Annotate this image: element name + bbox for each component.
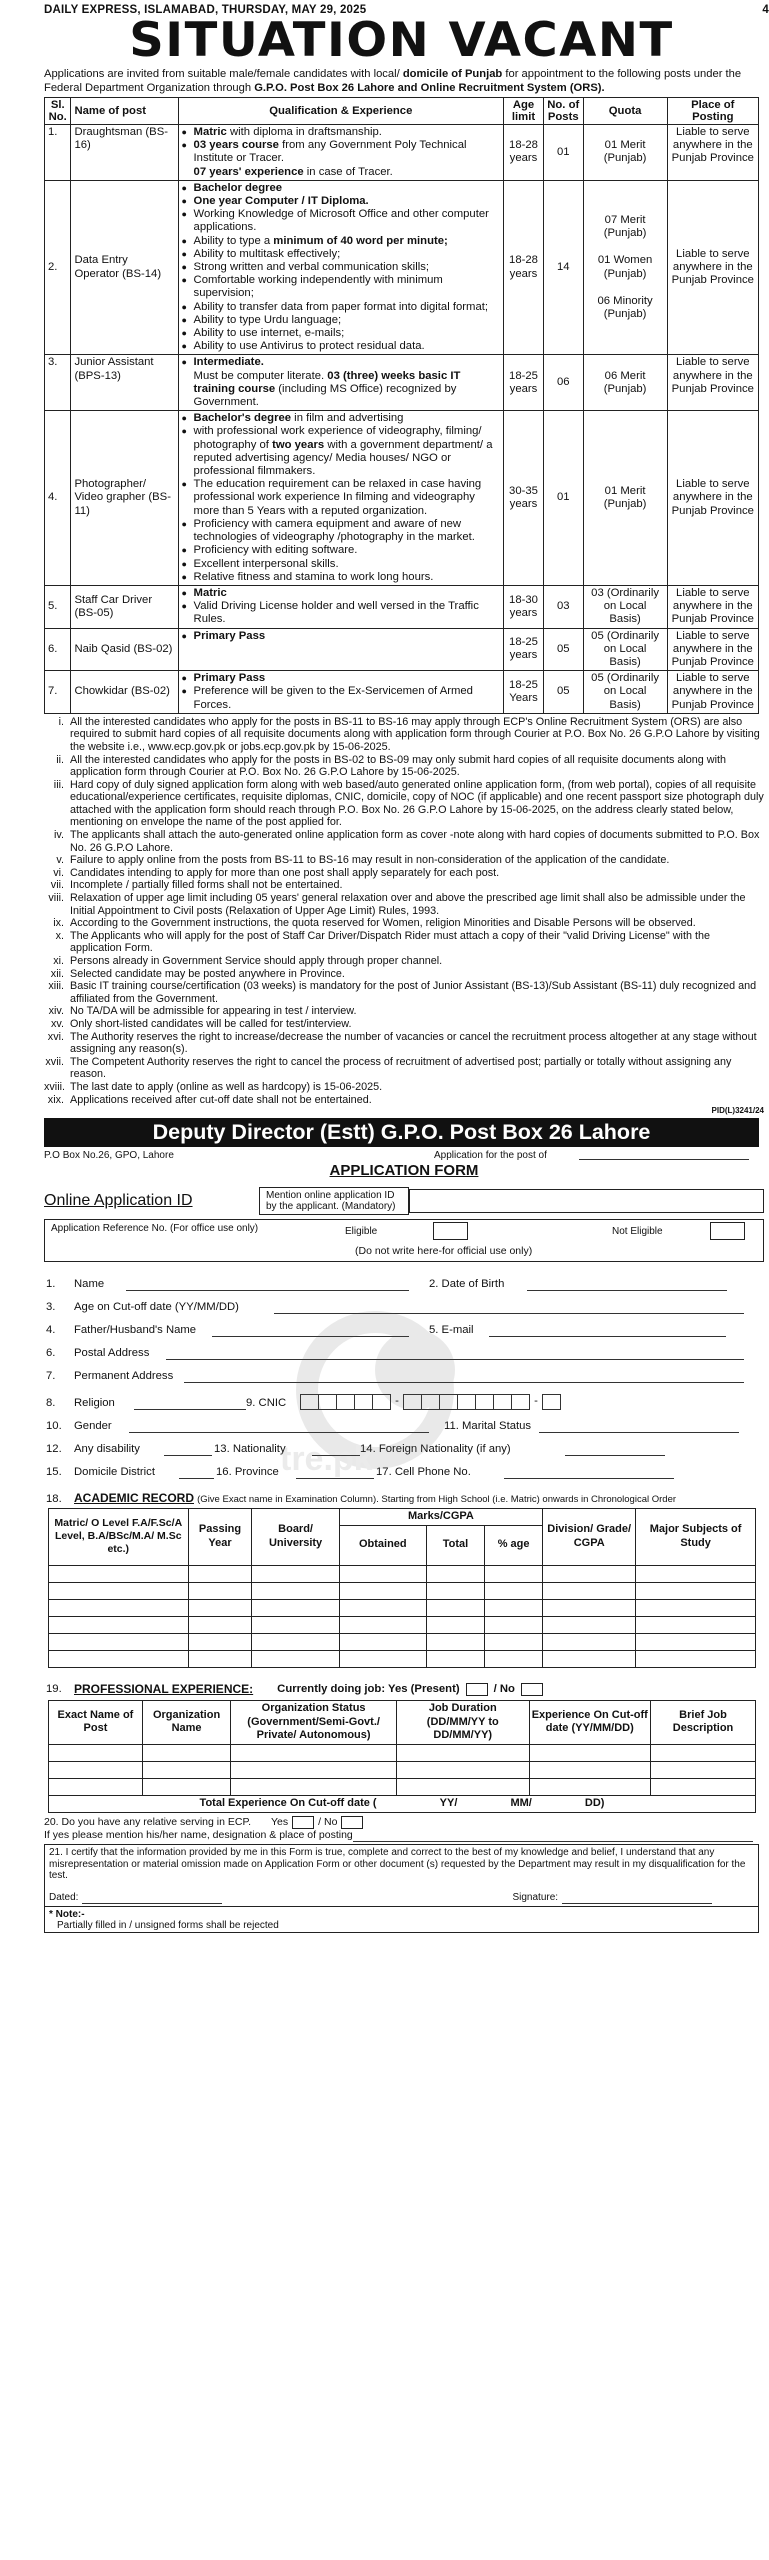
online-id-row bbox=[44, 1187, 764, 1215]
online-id-label: Online Application ID bbox=[44, 1191, 193, 1209]
cell-label: 17. Cell Phone No. bbox=[376, 1465, 471, 1478]
note-item: xv. Only short-listed candidates will be called for test/interview. bbox=[51, 1017, 352, 1030]
cell-field[interactable] bbox=[504, 1467, 674, 1479]
post-name: Chowkidar (BS-02) bbox=[71, 671, 178, 714]
note-item: xiii. Basic IT training course/certification (03 weeks) is mandatory for the post of Junior Assistant (BS-13)/Sub Assistant (BS-11) duly recognized and affiliated from the Government. bbox=[48, 980, 757, 1005]
dob-label: 2. Date of Birth bbox=[429, 1277, 505, 1290]
intro-domicile: domicile of Punjab bbox=[402, 68, 503, 80]
header-qualification: Qualification & Experience bbox=[178, 98, 504, 125]
row-disability: 12. Any disability 13. Nationality 14. Foreign Nationality (if any) bbox=[44, 1433, 764, 1456]
col-org-name: Organization Name bbox=[142, 1700, 230, 1744]
table-row bbox=[45, 585, 759, 628]
header-post: Name of post bbox=[71, 98, 178, 125]
dob-field[interactable] bbox=[527, 1279, 727, 1291]
current-yes-checkbox[interactable] bbox=[466, 1683, 488, 1696]
pid-code: PID(L)3241/24 bbox=[711, 1106, 764, 1116]
foreign-label: 14. Foreign Nationality (if any) bbox=[360, 1442, 511, 1455]
academic-note: (Give Exact name in Examination Column). Starting from High School (i.e. Matric) onwards in Chronological Order bbox=[197, 1493, 677, 1505]
age-field[interactable] bbox=[274, 1302, 744, 1314]
dated-field[interactable] bbox=[82, 1892, 222, 1904]
sl-no: 7. bbox=[45, 671, 71, 714]
note-item: viii. Relaxation of upper age limit including 05 years' general relaxation over and above the prescribed age limit shall also be admissible under the Initial Appointment to Civil posts (Relaxation of Upper Age Limit) Rules, 1993. bbox=[48, 892, 746, 917]
posts-count: 05 bbox=[543, 628, 583, 671]
header-age: Age limit bbox=[504, 98, 544, 125]
age-limit: 30-35 years bbox=[504, 411, 544, 586]
religion-label: Religion bbox=[74, 1396, 115, 1409]
note-box bbox=[44, 1907, 759, 1933]
form-header bbox=[44, 1147, 764, 1169]
header-posts: No. of Posts bbox=[543, 98, 583, 125]
note-item: xvii. The Competent Authority reserves the right to cancel the process of recruitment of advertised post; partially or totally without assigning any reason. bbox=[45, 1055, 732, 1081]
eligible-label: Eligible bbox=[345, 1225, 378, 1237]
col-marks: Marks/CGPA bbox=[339, 1509, 542, 1526]
page-title: SITUATION VACANT bbox=[129, 13, 674, 68]
quota bbox=[583, 180, 667, 355]
q20-no-label: / No bbox=[318, 1816, 338, 1828]
place-of-posting: Liable to serve anywhere in the Punjab Province bbox=[667, 411, 758, 586]
post-field[interactable] bbox=[579, 1148, 749, 1160]
prof-title: PROFESSIONAL EXPERIENCE: bbox=[74, 1681, 254, 1696]
sl-no: 6. bbox=[45, 628, 71, 671]
table-row[interactable] bbox=[49, 1762, 756, 1779]
province-field[interactable] bbox=[296, 1467, 374, 1479]
address-banner: Deputy Director (Estt) G.P.O. Post Box 26 Lahore bbox=[44, 1118, 759, 1147]
quota-women: 01 Women (Punjab) bbox=[597, 254, 653, 280]
dated-label: Dated: bbox=[49, 1892, 79, 1904]
posts-count: 01 bbox=[543, 411, 583, 586]
online-id-input[interactable] bbox=[409, 1189, 764, 1213]
note-title: * Note:- bbox=[49, 1908, 85, 1920]
disability-label: Any disability bbox=[74, 1442, 140, 1455]
age-limit: 18-28 years bbox=[504, 180, 544, 355]
posts-count: 05 bbox=[543, 671, 583, 714]
col-brief: Brief Job Description bbox=[651, 1700, 756, 1744]
disability-field[interactable] bbox=[164, 1444, 212, 1456]
father-field[interactable] bbox=[212, 1325, 409, 1337]
quota: 01 Merit (Punjab) bbox=[583, 411, 667, 586]
masthead-text: DAILY EXPRESS, ISLAMABAD, THURSDAY, MAY 29, 2025 bbox=[44, 4, 367, 16]
note-item: ii. All the interested candidates who apply for the posts in BS-02 to BS-09 may only submit hard copies of all requisite documents along with application form through Courier at P.O. Box No. 26 G.P.O Lahore by 15-06-2025. bbox=[56, 753, 726, 779]
nationality-field[interactable] bbox=[312, 1444, 360, 1456]
declaration-text: 21. I certify that the information provided by me in this Form is true, complete and correct to the best of my knowledge and belief, I understand that any misrepresentation or material omission made on Application Form or other document (s) requested by the Department may result in my disqualification for the test. bbox=[49, 1847, 746, 1882]
col-subjects: Major Subjects of Study bbox=[636, 1509, 756, 1566]
age-limit: 18-25 Years bbox=[504, 671, 544, 714]
posts-count: 06 bbox=[543, 355, 583, 411]
qualification-cell: ● Bachelor degree ● One year Computer / IT Diploma. ● Working Knowledge of Microsoft Office and other computer applications. ● Ability to type a minimum of 40 word per minute; ● Ability to multitask effectively; ● Strong written and verbal communication skills; ● Comfortable working independently with minimum supervision; ● Ability to transfer data from paper format into digital format; ● Ability to type Urdu language; ● Ability to use internet, e-mails; ● Ability to use Antivirus to protect residual data. bbox=[178, 180, 504, 355]
row-religion: 8. Religion 9. CNIC - - bbox=[44, 1383, 764, 1410]
row-age: 3. Age on Cut-off date (YY/MM/DD) bbox=[44, 1291, 764, 1314]
col-level: Matric/ O Level F.A/F.Sc/A Level, B.A/BSc/M.A/ M.Sc etc.) bbox=[49, 1509, 189, 1566]
col-org-status: Organization Status (Government/Semi-Govt./ Private/ Autonomous) bbox=[231, 1700, 397, 1744]
row-postal: 6. Postal Address bbox=[44, 1337, 764, 1360]
postal-label: Postal Address bbox=[74, 1346, 150, 1359]
ref-label: Application Reference No. (For office use only) bbox=[51, 1222, 259, 1234]
eligible-checkbox[interactable] bbox=[433, 1222, 468, 1240]
note-item: iii. Hard copy of duly signed application form along with web based/auto generated online application form, (from web portal), copies of all requisite educational/experience certificates, requisite diplomas, CNIC, domicile, copy of NOC (if applicable) and one recent passport size photograph duly attached with the application form should reach through P.O. Box No. 26 G.P.O Lahore by 15-06-2025, on the address clearly stated below, mentioning on envelope the name of the post applied for. bbox=[53, 778, 764, 829]
intro-text-a: Applications are invited from suitable male/female candidates with local/ bbox=[44, 68, 403, 80]
sl-no: 1. bbox=[45, 125, 71, 181]
note-item: xix. Applications received after cut-off date shall not be entertained. bbox=[47, 1093, 372, 1106]
relative-details-field[interactable] bbox=[353, 1830, 753, 1842]
table-row[interactable] bbox=[49, 1616, 756, 1633]
post-name: Naib Qasid (BS-02) bbox=[71, 628, 178, 671]
professional-heading: 19. PROFESSIONAL EXPERIENCE: Currently doing job: Yes (Present) / No bbox=[44, 1682, 764, 1697]
age-limit: 18-30 years bbox=[504, 585, 544, 628]
prof-no-label: / No bbox=[493, 1683, 515, 1696]
note-item: xi. Persons already in Government Service should apply through proper channel. bbox=[53, 955, 443, 968]
relative-details-row bbox=[44, 1829, 764, 1842]
name-field[interactable] bbox=[126, 1279, 409, 1291]
total-experience-row: Total Experience On Cut-off date ( YY/ MM/ DD) bbox=[49, 1796, 756, 1813]
table-row bbox=[45, 355, 759, 411]
experience-table bbox=[48, 1700, 756, 1813]
q20b-label: If yes please mention his/her name, designation & place of posting bbox=[44, 1829, 353, 1842]
form-title: APPLICATION FORM bbox=[329, 1162, 479, 1180]
signature-field[interactable] bbox=[562, 1892, 712, 1904]
row-domicile: 15. Domicile District 16. Province 17. Cell Phone No. bbox=[44, 1456, 764, 1479]
col-experience: Experience On Cut-off date (YY/MM/DD) bbox=[529, 1700, 651, 1744]
cnic-label: 9. CNIC bbox=[246, 1396, 287, 1409]
notes-list bbox=[44, 716, 764, 1106]
intro-text-c: for appointment to the following posts under the Federal Department Organization through bbox=[44, 68, 742, 94]
header-place: Place of Posting bbox=[667, 98, 758, 125]
q20-label: 20. Do you have any relative serving in ECP. bbox=[44, 1816, 252, 1828]
postal-field[interactable] bbox=[166, 1348, 744, 1360]
col-duration: Job Duration (DD/MM/YY to DD/MM/YY) bbox=[396, 1700, 529, 1744]
sl-no: 2. bbox=[45, 180, 71, 355]
note-text: Partially filled in / unsigned forms shall be rejected bbox=[57, 1920, 279, 1932]
marital-field[interactable] bbox=[539, 1421, 739, 1433]
intro-paragraph bbox=[44, 68, 764, 95]
quota-merit: 07 Merit (Punjab) bbox=[603, 214, 647, 240]
sl-no: 5. bbox=[45, 585, 71, 628]
table-row bbox=[45, 125, 759, 181]
quota-minority: 06 Minority (Punjab) bbox=[597, 294, 653, 321]
post-name: Junior Assistant (BPS-13) bbox=[71, 355, 178, 411]
post-name: Staff Car Driver (BS-05) bbox=[71, 585, 178, 628]
note-item: ix. According to the Government instructions, the quota reserved for Women, religion Minorities and Disable Persons will be observed. bbox=[53, 917, 696, 930]
table-row[interactable] bbox=[49, 1582, 756, 1599]
note-item: vi. Candidates intending to apply for more than one post shall apply separately for each post. bbox=[53, 866, 500, 879]
place-of-posting: Liable to serve anywhere in the Punjab Province bbox=[667, 628, 758, 671]
quota: 03 (Ordinarily on Local Basis) bbox=[583, 585, 667, 628]
domicile-label: Domicile District bbox=[74, 1465, 155, 1478]
vacancy-table bbox=[44, 97, 759, 714]
place-of-posting: Liable to serve anywhere in the Punjab Province bbox=[667, 180, 758, 355]
header-sl: Sl. No. bbox=[45, 98, 71, 125]
office-note: (Do not write here-for official use only) bbox=[355, 1244, 533, 1257]
table-row[interactable] bbox=[49, 1650, 756, 1667]
place-of-posting: Liable to serve anywhere in the Punjab Province bbox=[667, 355, 758, 411]
permanent-field[interactable] bbox=[184, 1371, 744, 1383]
table-row[interactable] bbox=[49, 1633, 756, 1650]
post-name: Draughtsman (BS-16) bbox=[71, 125, 178, 181]
gender-label: Gender bbox=[74, 1419, 112, 1432]
table-row bbox=[45, 628, 759, 671]
sl-no: 4. bbox=[45, 411, 71, 586]
table-row bbox=[45, 180, 759, 355]
cnic-boxes[interactable]: - - bbox=[300, 1394, 560, 1410]
not-eligible-label: Not Eligible bbox=[612, 1225, 663, 1237]
email-field[interactable] bbox=[489, 1325, 726, 1337]
note-item: x. The Applicants who will apply for the post of Staff Car Driver/Dispatch Rider must attach a copy of their "valid Driving License" with the application Form. bbox=[55, 929, 710, 955]
province-label: 16. Province bbox=[216, 1465, 279, 1478]
nationality-label: 13. Nationality bbox=[214, 1442, 286, 1455]
prof-current-label: Currently doing job: Yes (Present) bbox=[277, 1683, 460, 1696]
quota: 05 (Ordinarily on Local Basis) bbox=[583, 628, 667, 671]
advertisement bbox=[44, 0, 769, 1933]
not-eligible-checkbox[interactable] bbox=[710, 1222, 745, 1240]
total-exp-label: Total Experience On Cut-off date ( bbox=[199, 1797, 377, 1810]
relative-question bbox=[44, 1816, 764, 1829]
qualification-cell: ● Primary Pass bbox=[178, 628, 504, 671]
qualification-cell: ● Bachelor's degree in film and advertising ● with professional work experience of videography, filming/ photography of two years with a government department/ a reputed advertising agency/ Media houses/ NGO or professional filmmakers. ● The education requirement can be relaxed in case having professional work experience In filming and videography more than 5 Years with a reputed organization. ● Proficiency with camera equipment and aware of new technologies of videography /photography in the market. ● Proficiency with editing software. ● Excellent interpersonal skills. ● Relative fitness and stamina to work long hours. bbox=[178, 411, 504, 586]
post-name: Photographer/ Video grapher (BS-11) bbox=[71, 411, 178, 586]
table-row[interactable] bbox=[49, 1565, 756, 1582]
current-no-checkbox[interactable] bbox=[521, 1683, 543, 1696]
table-row[interactable] bbox=[49, 1745, 756, 1762]
note-item: xii. Selected candidate may be posted anywhere in Province. bbox=[50, 967, 345, 980]
qualification-cell: ● Matric ● Valid Driving License holder and well versed in the Traffic Rules. bbox=[178, 585, 504, 628]
age-limit: 18-28 years bbox=[504, 125, 544, 181]
online-id-instruction: Mention online application ID by the applicant. (Mandatory) bbox=[259, 1187, 409, 1215]
note-item: xviii. The last date to apply (online as well as hardcopy) is 15-06-2025. bbox=[44, 1080, 383, 1093]
office-use-box bbox=[44, 1219, 764, 1262]
note-item: vii. Incomplete / partially filled forms shall not be entertained. bbox=[50, 879, 343, 892]
row-gender: 10. Gender 11. Marital Status bbox=[44, 1410, 764, 1433]
quota: 05 (Ordinarily on Local Basis) bbox=[583, 671, 667, 714]
q20-no-checkbox[interactable] bbox=[341, 1816, 363, 1829]
name-label: Name bbox=[74, 1277, 105, 1290]
posts-count: 01 bbox=[543, 125, 583, 181]
col-division: Division/ Grade/ CGPA bbox=[543, 1509, 636, 1566]
domicile-field[interactable] bbox=[179, 1467, 214, 1479]
place-of-posting: Liable to serve anywhere in the Punjab Province bbox=[667, 585, 758, 628]
post-name: Data Entry Operator (BS-14) bbox=[71, 180, 178, 355]
table-row[interactable] bbox=[49, 1599, 756, 1616]
note-item: xvi. The Authority reserves the right to increase/decrease the number of vacancies or cancel the recruitment process altogether at any stage without assigning any reason(s). bbox=[47, 1030, 757, 1056]
col-board: Board/ University bbox=[252, 1509, 339, 1566]
religion-field[interactable] bbox=[134, 1398, 246, 1410]
col-year: Passing Year bbox=[188, 1509, 252, 1566]
q20-yes-checkbox[interactable] bbox=[292, 1816, 314, 1829]
father-label: Father/Husband's Name bbox=[74, 1323, 197, 1336]
age-label: Age on Cut-off date (YY/MM/DD) bbox=[74, 1300, 239, 1313]
row-name: 1. Name 2. Date of Birth bbox=[44, 1268, 764, 1291]
row-father: 4. Father/Husband's Name 5. E-mail bbox=[44, 1314, 764, 1337]
age-limit: 18-25 years bbox=[504, 628, 544, 671]
qualification-cell: ● Intermediate. Must be computer literate. 03 (three) weeks basic IT training course (including MS Office) recognized by Government. bbox=[178, 355, 504, 411]
academic-table bbox=[48, 1508, 756, 1668]
note-item: i. All the interested candidates who apply for the posts in BS-11 to BS-16 may apply through ECP's Online Recruitment System (ORS) are also required to submit hard copies of all requisite documents along with application form through Courier at P.O. Box No. 26 G.P.O Lahore by visiting the website i.e., www.ecp.gov.pk or jobs.ecp.gov.pk by 15-06-2025. bbox=[58, 715, 760, 753]
header-quota: Quota bbox=[583, 98, 667, 125]
posts-count: 14 bbox=[543, 180, 583, 355]
q20-yes-label: Yes bbox=[271, 1816, 289, 1828]
po-box: P.O Box No.26, GPO, Lahore bbox=[44, 1150, 174, 1162]
signature-label: Signature: bbox=[512, 1892, 559, 1904]
marital-label: 11. Marital Status bbox=[444, 1419, 532, 1432]
academic-title: ACADEMIC RECORD bbox=[74, 1490, 194, 1505]
table-row[interactable] bbox=[49, 1779, 756, 1796]
note-item: v. Failure to apply online from the posts from BS-11 to BS-16 may result in non-consideration of the application of the candidate. bbox=[56, 854, 670, 867]
place-of-posting: Liable to serve anywhere in the Punjab Province bbox=[667, 671, 758, 714]
col-total: Total bbox=[426, 1525, 484, 1565]
academic-heading: 18. ACADEMIC RECORD (Give Exact name in Examination Column). Starting from High School (i.e. Matric) onwards in Chronological Order bbox=[46, 1490, 677, 1505]
gender-field[interactable] bbox=[129, 1421, 429, 1433]
col-pct: % age bbox=[485, 1525, 543, 1565]
place-of-posting: Liable to serve anywhere in the Punjab Province bbox=[667, 125, 758, 181]
declaration-box bbox=[44, 1844, 759, 1907]
email-label: 5. E-mail bbox=[429, 1323, 474, 1336]
note-item: iv. The applicants shall attach the auto-generated online application form as cover -note along with hard copies of documents submitted to P.O. Box No. 26 G.P.O Lahore. bbox=[54, 829, 760, 854]
col-exact-post: Exact Name of Post bbox=[49, 1700, 143, 1744]
note-item: xiv. No TA/DA will be admissible for appearing in test / interview. bbox=[48, 1005, 357, 1018]
post-label: Application for the post of bbox=[434, 1150, 547, 1162]
qualification-cell: ● Matric with diploma in draftsmanship. ● 03 years course from any Government Poly Technical Institute or Tracer. 07 years' experience in case of Tracer. bbox=[178, 125, 504, 181]
row-permanent: 7. Permanent Address bbox=[44, 1360, 764, 1383]
watermark-text: tre.pk bbox=[280, 1440, 373, 1478]
quota: 06 Merit (Punjab) bbox=[583, 355, 667, 411]
age-limit: 18-25 years bbox=[504, 355, 544, 411]
intro-address: G.P.O. Post Box 26 Lahore and Online Recruitment System (ORS). bbox=[254, 81, 605, 94]
table-row bbox=[45, 671, 759, 714]
qualification-cell: ● Primary Pass ● Preference will be given to the Ex-Servicemen of Armed Forces. bbox=[178, 671, 504, 714]
col-obtained: Obtained bbox=[339, 1525, 426, 1565]
foreign-field[interactable] bbox=[565, 1444, 665, 1456]
permanent-label: Permanent Address bbox=[74, 1369, 174, 1382]
sl-no: 3. bbox=[45, 355, 71, 411]
table-row bbox=[45, 411, 759, 586]
posts-count: 03 bbox=[543, 585, 583, 628]
quota: 01 Merit (Punjab) bbox=[583, 125, 667, 181]
page-number: 4 bbox=[762, 4, 769, 16]
personal-fields bbox=[44, 1268, 764, 1479]
